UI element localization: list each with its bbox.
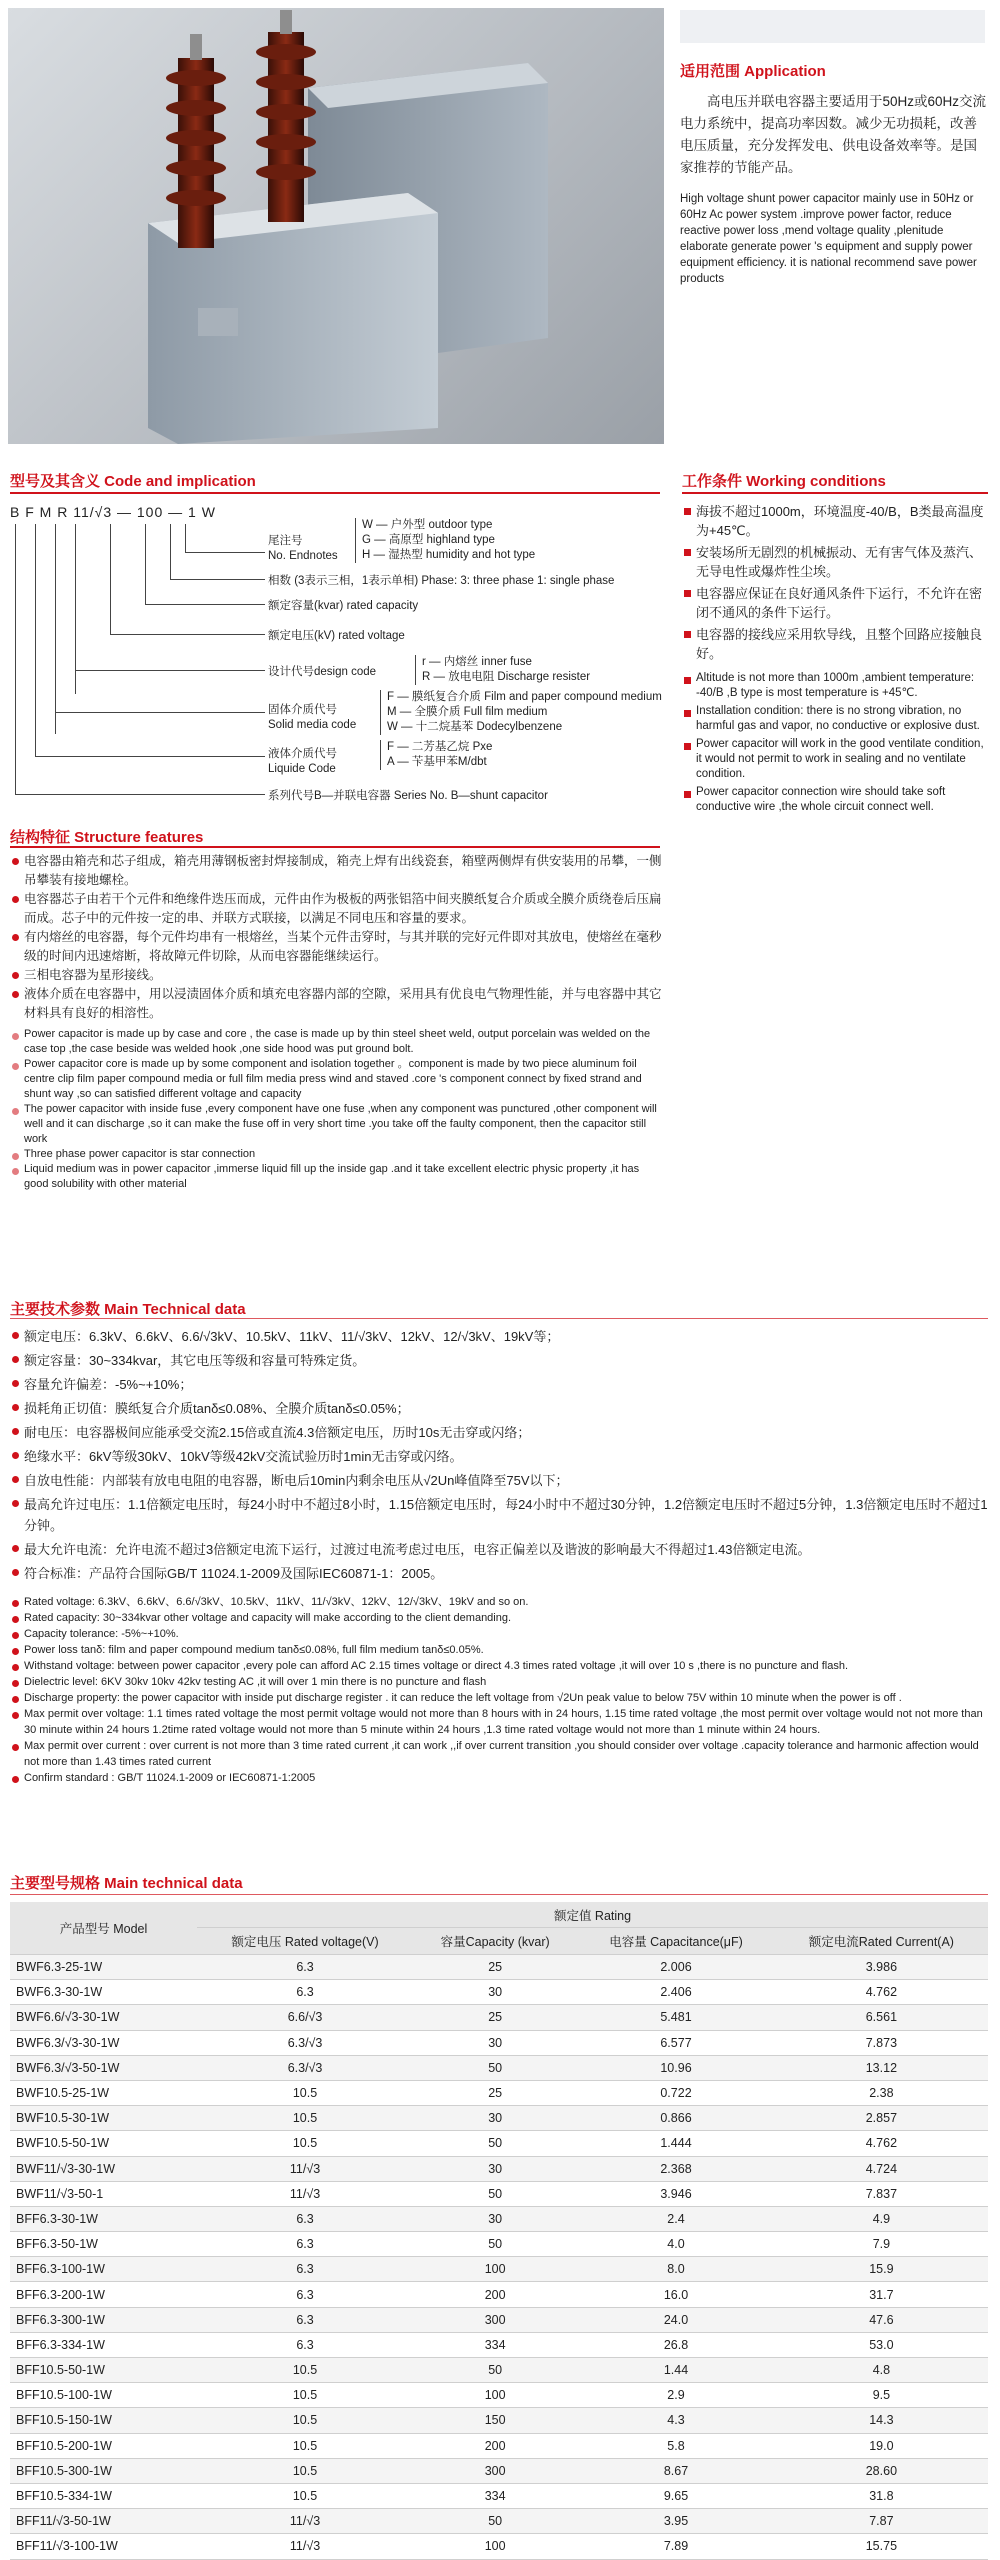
capacitance-cell: 2.006 — [577, 1955, 775, 1980]
technical-zh-6: 自放电性能：内部装有放电电阻的电容器，断电后10min内剩余电压从√2Un峰值降至75V以下； — [10, 1470, 990, 1491]
capacitance-cell: 5.481 — [577, 2005, 775, 2030]
spec-table-body — [10, 1955, 988, 2560]
current-cell: 14.3 — [775, 2408, 988, 2433]
table-row — [10, 2282, 988, 2307]
table-row — [10, 2206, 988, 2231]
table-row — [10, 2030, 988, 2055]
model-cell: BWF11/√3-30-1W — [10, 2156, 197, 2181]
current-cell: 4.8 — [775, 2358, 988, 2383]
working-en-3: Power capacitor connection wire should take soft conductive wire ,the whole circuit connect well. — [682, 785, 988, 815]
current-cell: 31.7 — [775, 2282, 988, 2307]
model-cell: BWF11/√3-50-1 — [10, 2181, 197, 2206]
working-zh-0: 海拔不超过1000m，环境温度-40/B，B类最高温度为+45℃。 — [682, 502, 988, 540]
technical-zh-9: 符合标准：产品符合国际GB/T 11024.1-2009及国际IEC60871-1：2005。 — [10, 1563, 990, 1584]
current-cell: 7.87 — [775, 2509, 988, 2534]
table-row — [10, 2307, 988, 2332]
capacity-cell: 30 — [413, 2030, 577, 2055]
voltage-cell: 11/√3 — [197, 2509, 413, 2534]
current-cell: 47.6 — [775, 2307, 988, 2332]
model-cell: BWF6.6/√3-30-1W — [10, 2005, 197, 2030]
structure-section — [10, 852, 665, 1192]
technical-zh-1: 额定容量：30~334kvar，其它电压等级和容量可特殊定货。 — [10, 1350, 990, 1371]
model-cell: BFF10.5-100-1W — [10, 2383, 197, 2408]
structure-en-3: Three phase power capacitor is star connection — [10, 1147, 665, 1162]
working-en-0: Altitude is not more than 1000m ,ambient temperature: -40/B ,B type is most temperature is +45℃. — [682, 671, 988, 701]
table-row — [10, 2232, 988, 2257]
working-heading: 工作条件 Working conditions — [682, 473, 886, 490]
capacitance-cell: 4.0 — [577, 2232, 775, 2257]
table-row — [10, 2080, 988, 2105]
working-zh-2: 电容器应保证在良好通风条件下运行，不允许在密闭不通风的条件下运行。 — [682, 584, 988, 622]
table-row — [10, 2181, 988, 2206]
capacity-cell: 334 — [413, 2483, 577, 2508]
model-cell: BFF6.3-334-1W — [10, 2332, 197, 2357]
voltage-cell: 6.3 — [197, 1955, 413, 1980]
series-label: 系列代号B—并联电容器 Series No. B—shunt capacitor — [268, 790, 548, 802]
voltage-cell: 10.5 — [197, 2483, 413, 2508]
structure-en-1: Power capacitor core is made up by some component and isolation together 。component is made by two piece aluminum foil centre clip film paper compound media or full film media press wind and staved .core 's component connect by fixed strand and shunt way ,so can satisfied different voltage and capacity — [10, 1057, 665, 1102]
technical-zh-4: 耐电压：电容器极间应能承受交流2.15倍或直流4.3倍额定电压，历时10s无击穿或闪络； — [10, 1422, 990, 1443]
current-cell: 4.762 — [775, 1980, 988, 2005]
technical-en-9: Confirm standard : GB/T 11024.1-2009 or IEC60871-1:2005 — [10, 1770, 990, 1786]
capacity-cell: 50 — [413, 2232, 577, 2257]
technical-en-3: Power loss tanδ: film and paper compound medium tanδ≤0.08%, full film medium tanδ≤0.05%. — [10, 1642, 990, 1658]
capacitance-cell: 3.946 — [577, 2181, 775, 2206]
voltage-cell: 10.5 — [197, 2458, 413, 2483]
specs-divider — [10, 1894, 988, 1895]
model-cell: BWF10.5-50-1W — [10, 2131, 197, 2156]
capacity-cell: 200 — [413, 2433, 577, 2458]
table-row — [10, 2383, 988, 2408]
table-row — [10, 2332, 988, 2357]
voltage-cell: 10.5 — [197, 2383, 413, 2408]
working-en-1: Installation condition: there is no strong vibration, no harmful gas and vapor, no conductive or explosive dust. — [682, 704, 988, 734]
header-bar — [680, 10, 985, 43]
current-cell: 19.0 — [775, 2433, 988, 2458]
col-capacity: 容量Capacity (kvar) — [413, 1928, 577, 1955]
capacity-cell: 30 — [413, 2206, 577, 2231]
capacity-cell: 50 — [413, 2358, 577, 2383]
voltage-cell: 6.3 — [197, 1980, 413, 2005]
table-row — [10, 1980, 988, 2005]
current-cell: 15.75 — [775, 2534, 988, 2559]
code-heading: 型号及其含义 Code and implication — [10, 473, 256, 490]
model-cell: BWF6.3-30-1W — [10, 1980, 197, 2005]
table-row — [10, 2458, 988, 2483]
technical-zh-7: 最高允许过电压：1.1倍额定电压时，每24小时中不超过8小时，1.15倍额定电压时，每24小时中不超过30分钟，1.2倍额定电压时不超过5分钟，1.3倍额定电压时不超过1分钟。 — [10, 1494, 990, 1536]
technical-zh-5: 绝缘水平：6kV等级30kV、10kV等级42kV交流试验历时1min无击穿或闪络。 — [10, 1446, 990, 1467]
capacitance-cell: 8.0 — [577, 2257, 775, 2282]
model-cell: BFF11/√3-100-1W — [10, 2534, 197, 2559]
current-cell: 9.5 — [775, 2383, 988, 2408]
table-row — [10, 2131, 988, 2156]
technical-en-6: Discharge property: the power capacitor with inside put discharge register . it can reduce the left voltage from √2Un peak value to below 75V within 10 minute when the power is off . — [10, 1690, 990, 1706]
table-row — [10, 2156, 988, 2181]
capacitance-cell: 0.866 — [577, 2106, 775, 2131]
structure-zh-4: 液体介质在电容器中，用以浸渍固体介质和填充电容器内部的空隙，采用具有优良电气物理性能，并与电容器中其它材料具有良好的相溶性。 — [10, 985, 665, 1023]
capacitance-cell: 8.67 — [577, 2458, 775, 2483]
table-row — [10, 1955, 988, 1980]
capacitance-cell: 16.0 — [577, 2282, 775, 2307]
current-cell: 4.762 — [775, 2131, 988, 2156]
table-row — [10, 2408, 988, 2433]
capacitance-cell: 10.96 — [577, 2055, 775, 2080]
voltage-cell: 6.3/√3 — [197, 2055, 413, 2080]
working-en-2: Power capacitor will work in the good ventilate condition, it would not permit to work in sealing and no ventilate condition. — [682, 737, 988, 782]
capacity-cell: 200 — [413, 2282, 577, 2307]
model-cell: BFF6.3-100-1W — [10, 2257, 197, 2282]
working-divider — [682, 492, 988, 494]
capacity-cell: 50 — [413, 2055, 577, 2080]
solid-list: F — 膜纸复合介质 Film and paper compound medium M — 全膜介质 Full film medium W — 十二烷基苯 Dodecylbenzene — [380, 690, 662, 735]
current-cell: 7.9 — [775, 2232, 988, 2257]
table-row — [10, 2106, 988, 2131]
capacity-cell: 25 — [413, 2080, 577, 2105]
capacity-cell: 150 — [413, 2408, 577, 2433]
voltage-cell: 6.3 — [197, 2232, 413, 2257]
voltage-cell: 10.5 — [197, 2106, 413, 2131]
capacitance-cell: 4.3 — [577, 2408, 775, 2433]
table-row — [10, 2257, 988, 2282]
voltage-cell: 10.5 — [197, 2408, 413, 2433]
spec-table — [10, 1902, 988, 2560]
endnote-list: W — 户外型 outdoor type G — 高原型 highland type H — 湿热型 humidity and hot type — [355, 518, 535, 563]
voltage-cell: 6.3 — [197, 2282, 413, 2307]
design-list: r — 内熔丝 inner fuse R — 放电电阻 Discharge resister — [415, 655, 590, 685]
structure-zh-2: 有内熔丝的电容器，每个元件均串有一根熔丝，当某个元件击穿时，与其并联的完好元件即对其放电，使熔丝在毫秒级的时间内迅速熔断，将故障元件切除，从而电容器能继续运行。 — [10, 928, 665, 966]
model-cell: BFF10.5-50-1W — [10, 2358, 197, 2383]
col-group-rating: 额定值 Rating — [197, 1902, 988, 1928]
current-cell: 3.986 — [775, 1955, 988, 1980]
capacity-cell: 100 — [413, 2534, 577, 2559]
capacitance-cell: 1.44 — [577, 2358, 775, 2383]
structure-zh-0: 电容器由箱壳和芯子组成，箱壳用薄钢板密封焊接制成，箱壳上焊有出线瓷套，箱壁两侧焊有供安装用的吊攀，一侧吊攀装有接地螺栓。 — [10, 852, 665, 890]
model-cell: BWF6.3/√3-50-1W — [10, 2055, 197, 2080]
technical-section — [10, 1326, 990, 1786]
capacity-cell: 30 — [413, 2106, 577, 2131]
structure-en-2: The power capacitor with inside fuse ,every component have one fuse ,when any component was punctured ,other component will well and it can discharge ,so it can make the fuse off in very short time .you take off the faulty component, then the capacitor still work — [10, 1102, 665, 1147]
table-row — [10, 2433, 988, 2458]
capacity-cell: 100 — [413, 2383, 577, 2408]
technical-en-4: Withstand voltage: between power capacitor ,every pole can afford AC 2.15 times voltage or direct 4.3 times rated voltage ,it will over 10 s ,there is no puncture and flash. — [10, 1658, 990, 1674]
voltage-cell: 10.5 — [197, 2131, 413, 2156]
capacity-cell: 50 — [413, 2131, 577, 2156]
voltage-cell: 6.3 — [197, 2257, 413, 2282]
capacitance-cell: 7.89 — [577, 2534, 775, 2559]
model-cell: BWF6.3/√3-30-1W — [10, 2030, 197, 2055]
voltage-cell: 11/√3 — [197, 2181, 413, 2206]
specs-heading: 主要型号规格 Main technical data — [10, 1875, 243, 1892]
model-cell: BFF6.3-50-1W — [10, 2232, 197, 2257]
structure-en-0: Power capacitor is made up by case and core , the case is made up by thin steel sheet weld, output porcelain was welded on the case top ,the case beside was welded hook ,one side hood was put ground bolt. — [10, 1027, 665, 1057]
col-voltage: 额定电压 Rated voltage(V) — [197, 1928, 413, 1955]
capacity-cell: 30 — [413, 2156, 577, 2181]
code-divider — [10, 492, 660, 494]
col-capacitance: 电容量 Capacitance(μF) — [577, 1928, 775, 1955]
model-cell: BFF11/√3-50-1W — [10, 2509, 197, 2534]
table-row — [10, 2483, 988, 2508]
code-diagram — [10, 500, 670, 820]
model-cell: BWF10.5-30-1W — [10, 2106, 197, 2131]
capacitance-cell: 26.8 — [577, 2332, 775, 2357]
capacitance-cell: 2.4 — [577, 2206, 775, 2231]
model-cell: BFF6.3-30-1W — [10, 2206, 197, 2231]
technical-en-5: Dielectric level: 6KV 30kv 10kv 42kv testing AC ,it will over 1 min there is no puncture and flash — [10, 1674, 990, 1690]
technical-en-7: Max permit over voltage: 1.1 times rated voltage the most permit voltage would not more than 8 hours with in 24 hours, 1.15 time rated voltage ,the most permit over voltage would not not more than 30 minute within 24 hours 1.2time rated voltage would not more than 5 minute within 24 hours ,1.3 time rated voltage would not more than 1 minute within 24 hours. — [10, 1706, 990, 1738]
application-section — [680, 60, 988, 287]
voltage-cell: 6.6/√3 — [197, 2005, 413, 2030]
capacitance-cell: 5.8 — [577, 2433, 775, 2458]
voltage-cell: 6.3 — [197, 2307, 413, 2332]
col-current: 额定电流Rated Current(A) — [775, 1928, 988, 1955]
voltage-label: 额定电压(kV) rated voltage — [268, 630, 405, 642]
table-row — [10, 2509, 988, 2534]
structure-zh-1: 电容器芯子由若干个元件和绝缘件迭压而成，元件由作为极板的两张铝箔中间夹膜纸复合介质或全膜介质绕卷后压扁而成。芯子中的元件按一定的串、并联方式联接，以满足不同电压和容量的要求。 — [10, 890, 665, 928]
current-cell: 13.12 — [775, 2055, 988, 2080]
design-label: 设计代号design code — [268, 666, 377, 678]
structure-en-4: Liquid medium was in power capacitor ,immerse liquid fill up the inside gap .and it take excellent electric physic property ,it has good solubility with other material — [10, 1162, 665, 1192]
technical-en-8: Max permit over current : over current is not more than 3 time rated current ,it can work ,,if over current transition ,you should consider over voltage .capacity tolerance and harmonic affection would not more than 1.43 times rated current — [10, 1738, 990, 1770]
voltage-cell: 11/√3 — [197, 2534, 413, 2559]
working-zh-1: 安装场所无剧烈的机械振动、无有害气体及蒸汽、无导电性或爆炸性尘埃。 — [682, 543, 988, 581]
current-cell: 2.857 — [775, 2106, 988, 2131]
table-row — [10, 2055, 988, 2080]
technical-zh-8: 最大允许电流：允许电流不超过3倍额定电流下运行，过渡过电流考虑过电压，电容正偏差以及谐波的影响最大不得超过1.43倍额定电流。 — [10, 1539, 990, 1560]
current-cell: 53.0 — [775, 2332, 988, 2357]
structure-heading: 结构特征 Structure features — [10, 829, 204, 846]
model-cell: BFF10.5-300-1W — [10, 2458, 197, 2483]
capacity-label: 额定容量(kvar) rated capacity — [268, 600, 419, 612]
model-cell: BWF10.5-25-1W — [10, 2080, 197, 2105]
capacity-cell: 25 — [413, 2005, 577, 2030]
voltage-cell: 10.5 — [197, 2358, 413, 2383]
table-row — [10, 2358, 988, 2383]
capacity-cell: 30 — [413, 1980, 577, 2005]
col-model: 产品型号 Model — [10, 1902, 197, 1955]
capacitance-cell: 2.406 — [577, 1980, 775, 2005]
capacitance-cell: 3.95 — [577, 2509, 775, 2534]
voltage-cell: 10.5 — [197, 2080, 413, 2105]
voltage-cell: 11/√3 — [197, 2156, 413, 2181]
capacity-cell: 50 — [413, 2509, 577, 2534]
model-cell: BFF6.3-300-1W — [10, 2307, 197, 2332]
endnote-label: 尾注号 No. Endnotes — [268, 535, 338, 562]
product-photo — [8, 8, 664, 444]
technical-en-1: Rated capacity: 30~334kvar other voltage and capacity will make according to the client demanding. — [10, 1610, 990, 1626]
table-row — [10, 2005, 988, 2030]
voltage-cell: 6.3 — [197, 2206, 413, 2231]
solid-label: 固体介质代号 Solid media code — [268, 704, 357, 731]
application-heading: 适用范围 Application — [680, 63, 826, 80]
current-cell: 7.837 — [775, 2181, 988, 2206]
technical-zh-3: 损耗角正切值：膜纸复合介质tanδ≤0.08%、全膜介质tanδ≤0.05%； — [10, 1398, 990, 1419]
voltage-cell: 10.5 — [197, 2433, 413, 2458]
capacity-cell: 300 — [413, 2307, 577, 2332]
current-cell: 7.873 — [775, 2030, 988, 2055]
technical-en-2: Capacity tolerance: -5%~+10%. — [10, 1626, 990, 1642]
technical-en-0: Rated voltage: 6.3kV、6.6kV、6.6/√3kV、10.5kV、11kV、11/√3kV、12kV、12/√3kV、19kV and so on. — [10, 1594, 990, 1610]
technical-divider — [10, 1318, 988, 1319]
capacity-cell: 300 — [413, 2458, 577, 2483]
model-cell: BFF10.5-200-1W — [10, 2433, 197, 2458]
capacitance-cell: 24.0 — [577, 2307, 775, 2332]
capacitance-cell: 9.65 — [577, 2483, 775, 2508]
capacity-cell: 100 — [413, 2257, 577, 2282]
table-row — [10, 2534, 988, 2559]
capacity-cell: 25 — [413, 1955, 577, 1980]
capacitance-cell: 0.722 — [577, 2080, 775, 2105]
current-cell: 15.9 — [775, 2257, 988, 2282]
working-section — [682, 502, 988, 815]
capacitor-illustration — [8, 8, 664, 444]
application-zh: 高电压并联电容器主要适用于50Hz或60Hz交流电力系统中，提高功率因数。减少无功损耗，改善电压质量，充分发挥发电、供电设备效率等。是国家推荐的节能产品。 — [680, 94, 987, 175]
working-zh-3: 电容器的接线应采用软导线，且整个回路应接触良好。 — [682, 625, 988, 663]
voltage-cell: 6.3 — [197, 2332, 413, 2357]
technical-zh-0: 额定电压：6.3kV、6.6kV、6.6/√3kV、10.5kV、11kV、11/√3kV、12kV、12/√3kV、19kV等； — [10, 1326, 990, 1347]
liquid-list: F — 二芳基乙烷 Pxe A — 苄基甲苯M/dbt — [380, 740, 492, 770]
voltage-cell: 6.3/√3 — [197, 2030, 413, 2055]
application-en: High voltage shunt power capacitor mainly use in 50Hz or 60Hz Ac power system .improve power factor, reduce reactive power loss ,mend voltage quality ,plenitude elaborate generate power 's equipment and supply power equipment efficiency. it is national recommend save power products — [680, 193, 977, 285]
capacitance-cell: 2.9 — [577, 2383, 775, 2408]
technical-heading: 主要技术参数 Main Technical data — [10, 1301, 246, 1318]
capacity-cell: 334 — [413, 2332, 577, 2357]
capacity-cell: 50 — [413, 2181, 577, 2206]
current-cell: 31.8 — [775, 2483, 988, 2508]
liquid-label: 液体介质代号 Liquide Code — [268, 748, 337, 775]
model-code: B F M R 11/√3 — 100 — 1 W — [10, 504, 216, 520]
phase-label: 相数 (3表示三相，1表示单相) Phase: 3: three phase 1: single phase — [268, 575, 615, 587]
current-cell: 2.38 — [775, 2080, 988, 2105]
model-cell: BFF10.5-334-1W — [10, 2483, 197, 2508]
technical-zh-2: 容量允许偏差：-5%~+10%； — [10, 1374, 990, 1395]
model-cell: BFF10.5-150-1W — [10, 2408, 197, 2433]
capacitance-cell: 2.368 — [577, 2156, 775, 2181]
current-cell: 6.561 — [775, 2005, 988, 2030]
model-cell: BFF6.3-200-1W — [10, 2282, 197, 2307]
capacitance-cell: 6.577 — [577, 2030, 775, 2055]
current-cell: 28.60 — [775, 2458, 988, 2483]
structure-divider — [10, 846, 660, 848]
current-cell: 4.724 — [775, 2156, 988, 2181]
model-cell: BWF6.3-25-1W — [10, 1955, 197, 1980]
current-cell: 4.9 — [775, 2206, 988, 2231]
capacitance-cell: 1.444 — [577, 2131, 775, 2156]
structure-zh-3: 三相电容器为星形接线。 — [10, 966, 665, 985]
